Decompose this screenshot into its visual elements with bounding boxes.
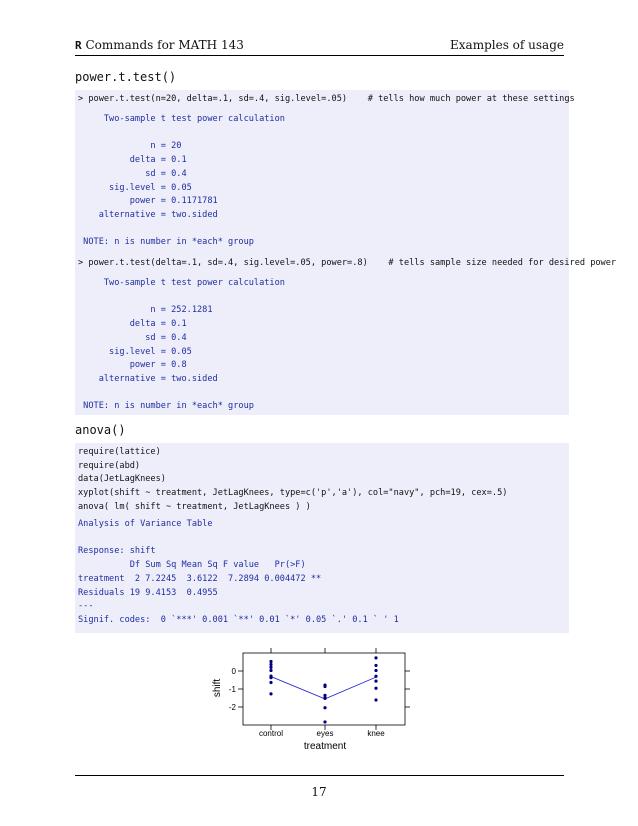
data-point (323, 720, 326, 723)
code-input-line: require(abd) (78, 460, 141, 471)
header-rule (75, 55, 564, 56)
data-point (269, 663, 272, 666)
code-input-line: data(JetLagKnees) (78, 474, 166, 485)
data-point (374, 669, 377, 672)
data-point (374, 687, 377, 690)
code-block-anova (75, 443, 569, 633)
data-point (323, 706, 326, 709)
code-output-line: --- (78, 601, 94, 612)
code-output-line: alternative = two.sided (78, 209, 218, 220)
header-title: Commands for MATH 143 (81, 38, 244, 52)
code-input-line: > power.t.test(delta=.1, sd=.4, sig.level=.05, power=.8) # tells sample size needed for desired power (78, 258, 617, 268)
code-output-line: Two-sample t test power calculation (78, 278, 285, 288)
y-tick-label: -2 (228, 703, 236, 712)
data-point (374, 656, 377, 659)
code-output-line: n = 20 (78, 141, 182, 152)
code-input-line: anova( lm( shift ~ treatment, JetLagKnees ) ) (78, 501, 311, 512)
code-output-line: Signif. codes: 0 `***' 0.001 `**' 0.01 `*' 0.05 `.' 0.1 ` ' 1 (78, 614, 399, 625)
code-input-line: xyplot(shift ~ treatment, JetLagKnees, type=c('p','a'), col="navy", pch=19, cex=.5) (78, 488, 508, 499)
x-tick-label: eyes (316, 729, 334, 738)
data-point (269, 660, 272, 663)
data-point (323, 694, 326, 697)
data-point (269, 674, 272, 677)
code-output-line: power = 0.8 (78, 360, 187, 371)
data-point (323, 697, 326, 700)
code-block-power-t-test (75, 90, 617, 415)
code-output-line: NOTE: n is number in *each* group (78, 401, 254, 412)
code-output-line: Residuals 19 9.4153 0.4955 (78, 587, 218, 598)
code-output-line: sd = 0.4 (78, 168, 187, 179)
y-axis-label: shift (212, 678, 223, 698)
x-tick-label: control (258, 729, 284, 738)
plot-frame (243, 653, 405, 725)
x-axis-label: treatment (303, 741, 347, 752)
y-tick-label: -1 (228, 685, 236, 694)
code-output-line: delta = 0.1 (78, 319, 187, 330)
data-point (323, 683, 326, 686)
code-output-line: alternative = two.sided (78, 373, 218, 384)
y-tick-label: 0 (231, 667, 236, 676)
code-output-line: Two-sample t test power calculation (78, 114, 285, 124)
code-input-line: require(lattice) (78, 447, 161, 457)
running-header-right: Examples of usage (450, 38, 564, 52)
data-point (269, 669, 272, 672)
data-point (269, 692, 272, 695)
x-tick-label: knee (367, 729, 385, 738)
code-output-line: sd = 0.4 (78, 332, 187, 343)
data-point (374, 664, 377, 667)
section-title-power-t-test: power.t.test() (75, 70, 177, 84)
code-output-line: NOTE: n is number in *each* group (78, 237, 254, 248)
code-output-line: Df Sum Sq Mean Sq F value Pr(>F) (78, 560, 306, 571)
data-point (323, 696, 326, 699)
data-point (269, 676, 272, 679)
code-output-line: Response: shift (78, 546, 156, 557)
footer-rule (75, 775, 564, 776)
data-point (374, 675, 377, 678)
data-point (374, 679, 377, 682)
code-output-line: treatment 2 7.2245 3.6122 7.2894 0.004472 ** (78, 573, 322, 584)
data-point (269, 666, 272, 669)
code-output-line: delta = 0.1 (78, 155, 187, 166)
page-number: 17 (311, 785, 327, 799)
mean-line (271, 677, 376, 699)
code-input-line: > power.t.test(n=20, delta=.1, sd=.4, sig.level=.05) # tells how much power at these settings (78, 94, 575, 104)
code-output-line: power = 0.1171781 (78, 196, 218, 207)
running-header-left (75, 38, 244, 52)
data-point (269, 681, 272, 684)
data-point (374, 698, 377, 701)
section-title-anova: anova() (75, 423, 126, 437)
code-output-line: n = 252.1281 (78, 305, 213, 316)
r-logo-text: R (75, 39, 82, 52)
code-output-line: sig.level = 0.05 (78, 182, 192, 193)
code-output-line: Analysis of Variance Table (78, 519, 213, 529)
code-output-line: sig.level = 0.05 (78, 346, 192, 357)
data-point (323, 685, 326, 688)
